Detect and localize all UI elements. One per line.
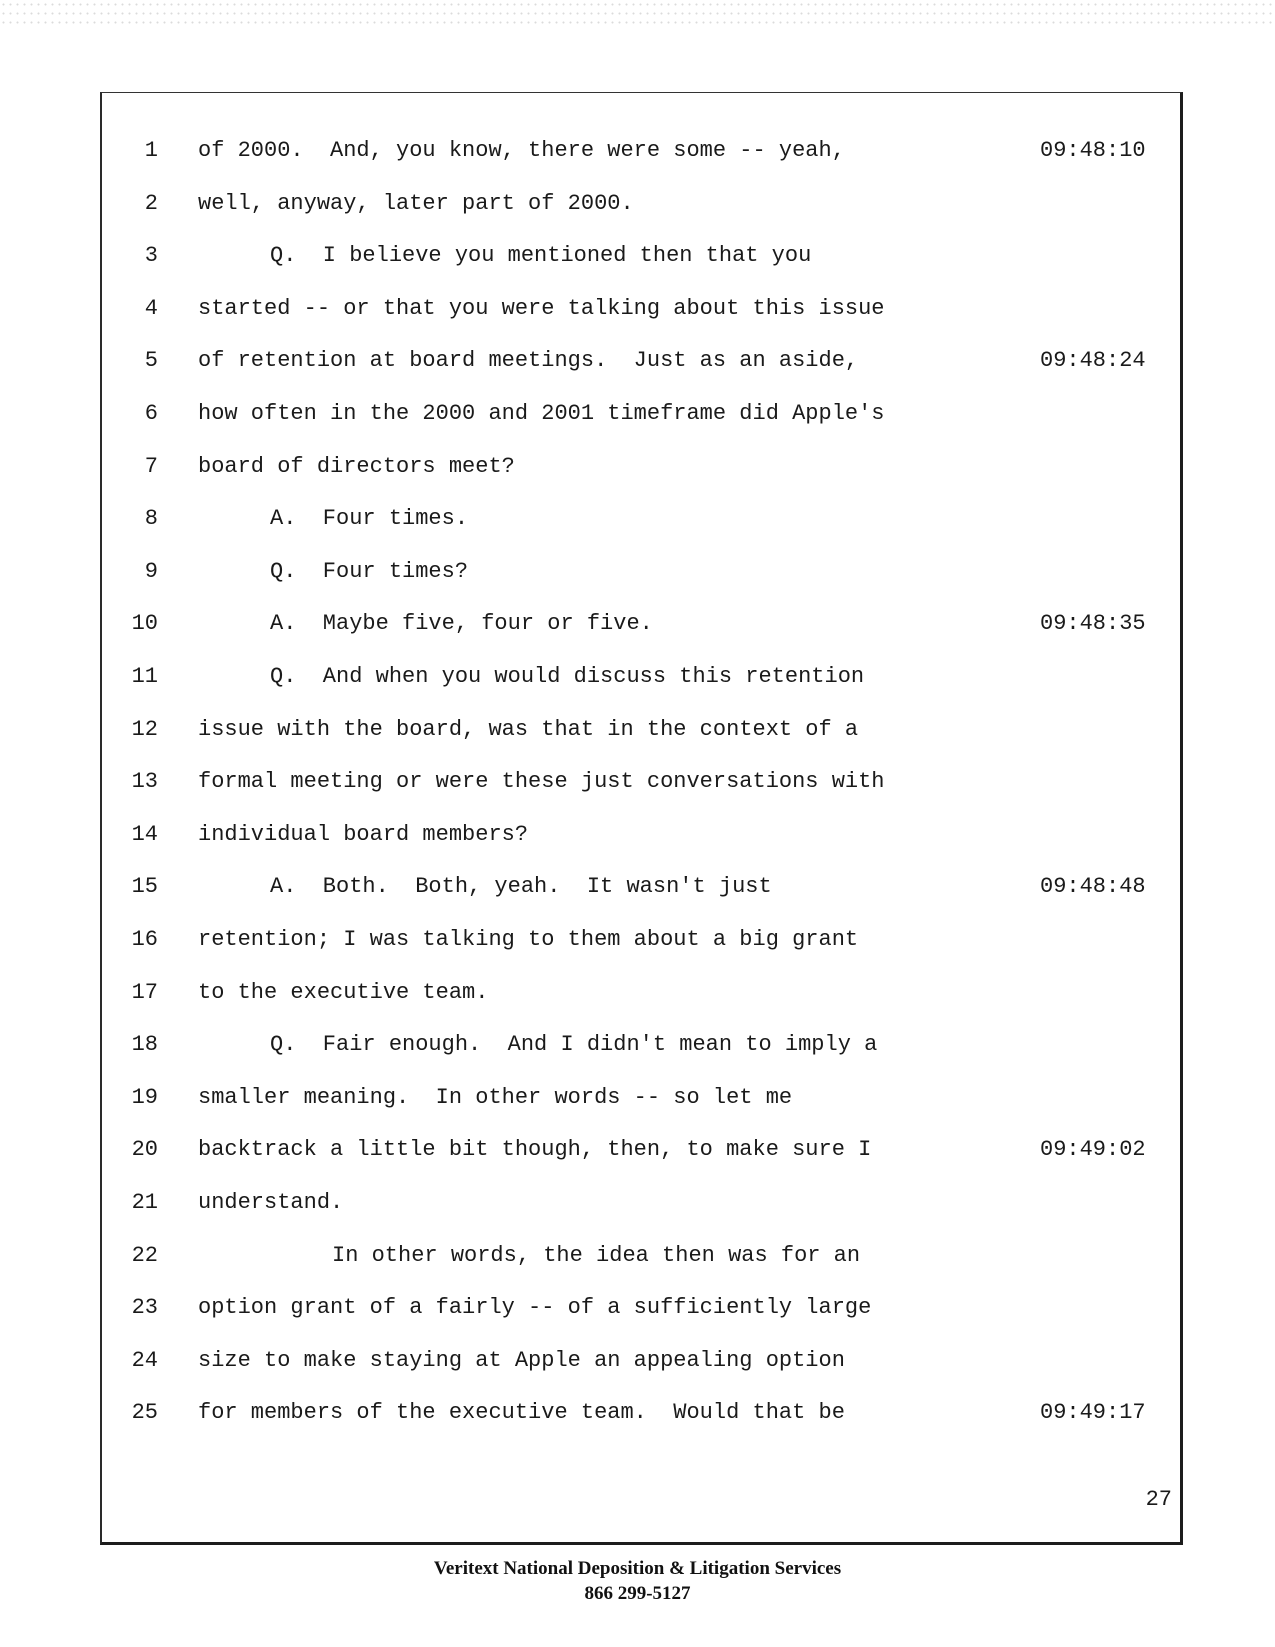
transcript-line [0, 499, 1275, 539]
line-number: 15 [131, 874, 158, 900]
line-text: Q. Four times? [270, 558, 469, 584]
line-number: 2 [144, 190, 158, 216]
line-text: for members of the executive team. Would that be [198, 1400, 845, 1426]
page-number: 27 [1145, 1487, 1172, 1512]
line-text: of 2000. And, you know, there were some -- yeah, [198, 138, 845, 163]
line-number: 16 [131, 927, 158, 952]
line-text: formal meeting or were these just conversations with [198, 769, 885, 795]
transcript-line [0, 657, 1275, 697]
transcript-line [0, 184, 1275, 224]
footer-phone: 866 299-5127 [584, 1583, 691, 1604]
transcript-line [0, 1025, 1275, 1065]
line-number: 3 [144, 243, 158, 269]
line-text: well, anyway, later part of 2000. [198, 190, 634, 216]
transcript-line [0, 552, 1275, 592]
transcript-line [0, 867, 1275, 907]
line-text: smaller meaning. In other words -- so let me [198, 1084, 793, 1110]
transcript-line [0, 762, 1275, 802]
line-number: 20 [131, 1137, 158, 1163]
transcript-line [0, 920, 1275, 960]
timestamp: 09:48:48 [1040, 874, 1146, 900]
line-number: 17 [131, 979, 158, 1005]
timestamp: 09:49:02 [1040, 1137, 1146, 1163]
line-text: individual board members? [198, 821, 529, 847]
line-number: 21 [131, 1190, 158, 1215]
line-text: A. Maybe five, four or five. [270, 611, 653, 637]
line-number: 11 [131, 664, 158, 689]
transcript-line [0, 1393, 1275, 1433]
line-text: retention; I was talking to them about a big grant [198, 927, 859, 952]
transcript-line [0, 1236, 1275, 1276]
transcript-line [0, 710, 1275, 750]
line-text: board of directors meet? [198, 453, 515, 479]
line-number: 24 [131, 1347, 158, 1373]
line-number: 1 [144, 138, 158, 163]
line-number: 18 [131, 1032, 158, 1058]
line-number: 14 [131, 821, 158, 847]
transcript-line [0, 1130, 1275, 1170]
scan-noise [0, 0, 1275, 30]
line-text: understand. [198, 1190, 344, 1215]
line-text: A. Four times. [270, 506, 469, 532]
line-number: 6 [144, 401, 158, 426]
line-text: size to make staying at Apple an appealing option [198, 1347, 845, 1373]
transcript-line [0, 447, 1275, 487]
line-text: issue with the board, was that in the context of a [198, 716, 859, 742]
line-number: 8 [144, 506, 158, 532]
line-number: 9 [144, 558, 158, 584]
line-number: 25 [131, 1400, 158, 1426]
timestamp: 09:49:17 [1040, 1400, 1146, 1426]
line-number: 12 [131, 716, 158, 742]
transcript-line [0, 341, 1275, 381]
transcript-line [0, 1341, 1275, 1381]
line-text: Q. Fair enough. And I didn't mean to imply a [270, 1032, 878, 1058]
line-number: 4 [144, 295, 158, 321]
line-text: A. Both. Both, yeah. It wasn't just [270, 874, 772, 900]
line-text: started -- or that you were talking about this issue [198, 295, 885, 321]
timestamp: 09:48:10 [1040, 138, 1146, 163]
transcript-line [0, 604, 1275, 644]
line-text: In other words, the idea then was for an [332, 1242, 861, 1268]
line-text: Q. I believe you mentioned then that you [270, 243, 812, 269]
line-number: 10 [131, 611, 158, 637]
transcript-line [0, 973, 1275, 1013]
line-number: 7 [144, 453, 158, 479]
transcript-line [0, 1288, 1275, 1328]
timestamp: 09:48:35 [1040, 611, 1146, 637]
line-number: 5 [144, 348, 158, 374]
transcript-line [0, 131, 1275, 171]
timestamp: 09:48:24 [1040, 348, 1146, 374]
line-text: backtrack a little bit though, then, to make sure I [198, 1137, 872, 1163]
transcript-line [0, 289, 1275, 329]
line-text: Q. And when you would discuss this retention [270, 664, 865, 689]
transcript-line [0, 815, 1275, 855]
line-number: 19 [131, 1084, 158, 1110]
transcript-line [0, 1183, 1275, 1223]
footer-company: Veritext National Deposition & Litigation Services [433, 1558, 842, 1579]
line-text: option grant of a fairly -- of a sufficiently large [198, 1295, 872, 1321]
line-number: 13 [131, 769, 158, 795]
line-text: to the executive team. [198, 979, 489, 1005]
line-number: 23 [131, 1295, 158, 1321]
transcript-line [0, 236, 1275, 276]
line-text: how often in the 2000 and 2001 timeframe did Apple's [198, 401, 885, 426]
line-text: of retention at board meetings. Just as an aside, [198, 348, 859, 374]
line-number: 22 [131, 1242, 158, 1268]
transcript-line [0, 1078, 1275, 1118]
transcript-line [0, 394, 1275, 434]
